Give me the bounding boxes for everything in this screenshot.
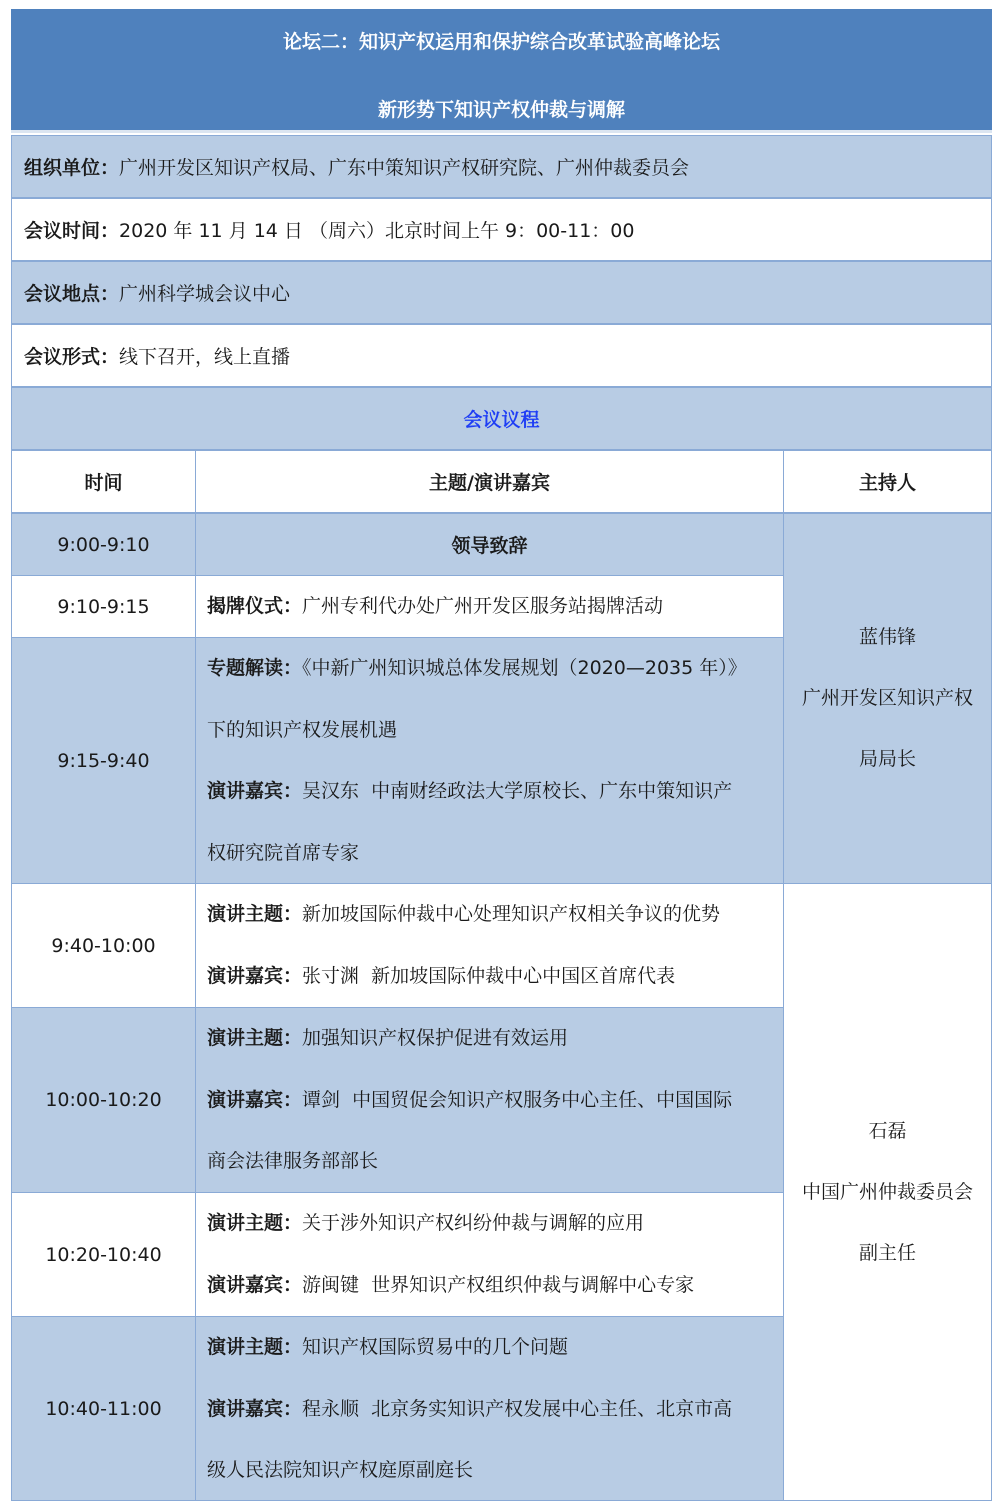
host-cell — [783, 883, 992, 1501]
line-label: 揭牌仪式： — [207, 595, 303, 617]
header-banner — [11, 9, 992, 132]
time-cell: 9:00-9:10 — [11, 513, 196, 576]
time-cell: 10:40-11:00 — [11, 1316, 196, 1501]
format-value: 线下召开，线上直播 — [119, 346, 291, 368]
line-text: 加强知识产权保护促进有效运用 — [302, 1027, 569, 1049]
line-text: 下的知识产权发展机遇 — [207, 718, 398, 741]
time-label: 会议时间： — [24, 220, 120, 242]
column-header-topic: 主题/演讲嘉宾 — [195, 450, 784, 513]
line-label: 演讲嘉宾： — [207, 964, 303, 987]
line-text: 广州专利代办处广州开发区服务站揭牌活动 — [302, 595, 664, 617]
line-text: 新加坡国际仲裁中心处理知识产权相关争议的优势 — [302, 903, 721, 925]
topic-cell — [195, 1192, 784, 1317]
topic-cell — [195, 575, 784, 638]
host-title: 局局长 — [858, 748, 916, 770]
time-cell: 10:00-10:20 — [11, 1007, 196, 1193]
column-header-host: 主持人 — [783, 450, 992, 513]
line-label: 演讲嘉宾： — [207, 780, 303, 802]
time-value: 2020 年 11 月 14 日 （周六）北京时间上午 9：00-11：00 — [119, 220, 635, 242]
line-text: 张寸渊 新加坡国际仲裁中心中国区首席代表 — [302, 964, 676, 987]
line-label: 演讲主题： — [207, 1027, 303, 1049]
column-header-time: 时间 — [11, 450, 196, 513]
line-label: 演讲嘉宾： — [207, 1273, 303, 1296]
line-text: 知识产权国际贸易中的几个问题 — [302, 1336, 569, 1358]
topic-cell — [195, 883, 784, 1008]
time-cell: 9:10-9:15 — [11, 575, 196, 638]
agenda-title: 会议议程 — [11, 387, 992, 450]
host-title: 副主任 — [858, 1241, 916, 1264]
time-cell: 9:15-9:40 — [11, 637, 196, 884]
host-cell — [783, 513, 992, 884]
line-label: 演讲主题： — [207, 903, 303, 925]
topic-cell — [195, 513, 784, 576]
forum-subtitle: 新形势下知识产权仲裁与调解 — [377, 99, 625, 121]
topic-cell — [195, 637, 784, 884]
place-row — [11, 261, 992, 324]
line-text: 《中新广州知识城总体发展规划（2020—2035 年）》 — [302, 657, 747, 679]
line-label: 演讲嘉宾： — [207, 1397, 303, 1420]
time-row — [11, 198, 992, 261]
line-text: 权研究院首席专家 — [207, 841, 360, 864]
topic-text: 领导致辞 — [451, 535, 528, 557]
format-row — [11, 324, 992, 387]
time-cell: 10:20-10:40 — [11, 1192, 196, 1317]
organizer-value: 广州开发区知识产权局、广东中策知识产权研究院、广州仲裁委员会 — [119, 157, 690, 179]
place-label: 会议地点： — [24, 283, 120, 305]
line-label: 演讲主题： — [207, 1212, 303, 1234]
line-text: 商会法律服务部部长 — [207, 1150, 379, 1172]
line-label: 演讲嘉宾： — [207, 1088, 303, 1111]
format-label: 会议形式： — [24, 346, 120, 368]
forum-title: 论坛二：知识产权运用和保护综合改革试验高峰论坛 — [282, 31, 720, 53]
line-text: 程永顺 北京务实知识产权发展中心主任、北京市高 — [302, 1397, 733, 1420]
host-name: 蓝伟锋 — [858, 626, 916, 648]
place-value: 广州科学城会议中心 — [119, 283, 291, 305]
host-name: 石磊 — [868, 1119, 907, 1142]
topic-cell — [195, 1316, 784, 1501]
time-cell: 9:40-10:00 — [11, 883, 196, 1008]
organizer-label: 组织单位： — [24, 157, 120, 179]
line-text: 吴汉东 中南财经政法大学原校长、广东中策知识产 — [302, 780, 733, 802]
line-text: 级人民法院知识产权庭原副庭长 — [207, 1459, 474, 1481]
line-label: 演讲主题： — [207, 1336, 303, 1358]
host-title: 广州开发区知识产权 — [801, 687, 973, 709]
topic-cell — [195, 1007, 784, 1193]
line-text: 关于涉外知识产权纠纷仲裁与调解的应用 — [302, 1212, 645, 1234]
organizer-row — [11, 135, 992, 198]
line-label: 专题解读： — [207, 657, 303, 679]
host-title: 中国广州仲裁委员会 — [801, 1180, 973, 1203]
line-text: 游闽键 世界知识产权组织仲裁与调解中心专家 — [302, 1273, 695, 1296]
line-text: 谭剑 中国贸促会知识产权服务中心主任、中国国际 — [302, 1088, 733, 1111]
header-divider — [11, 130, 992, 133]
